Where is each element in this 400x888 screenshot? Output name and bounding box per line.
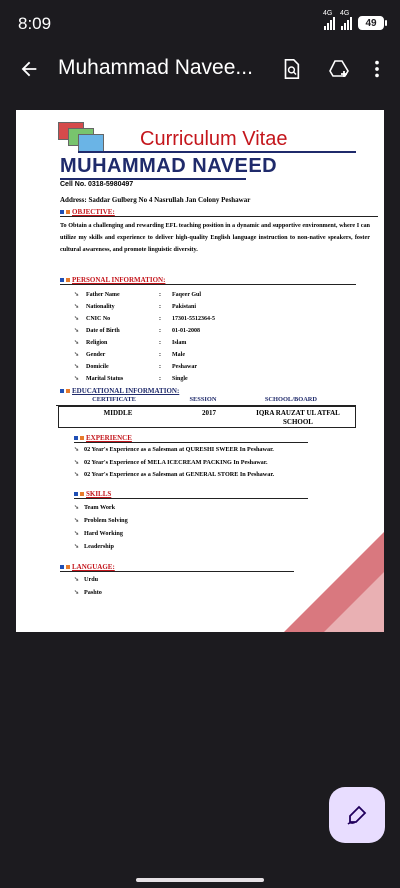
- arrow-bullet-icon: ➘: [74, 531, 80, 537]
- arrow-bullet-icon: ➘: [74, 544, 80, 550]
- list-item: [74, 471, 274, 478]
- list-item: [74, 446, 274, 453]
- status-icons: [323, 10, 384, 30]
- list-item: [74, 543, 114, 550]
- section-divider: [74, 442, 308, 443]
- list-item: [74, 576, 98, 583]
- colon-separator: :: [159, 291, 161, 298]
- cell-school: IQRA RAUZAT UL ATFAL SCHOOL: [256, 409, 340, 426]
- back-arrow-icon[interactable]: [16, 56, 42, 82]
- objective-text: To Obtain a challenging and rewarding EFL teaching position in a dynamic and supportive environment, where I can utilize my skills and experience to deliver high-quality English language instruction to non-native speakers, foster cultural awareness, and promote linguistic diversity.: [60, 222, 370, 253]
- personal-info-label: Father Name: [86, 291, 120, 298]
- signal-icon-2: [340, 10, 352, 30]
- personal-info-row: [74, 351, 185, 358]
- colon-separator: :: [159, 375, 161, 382]
- cell-certificate: MIDDLE: [103, 409, 133, 417]
- document-search-icon[interactable]: [278, 56, 304, 82]
- personal-info-label: Domicile: [86, 363, 109, 370]
- colon-separator: :: [159, 327, 161, 334]
- experience-heading: EXPERIENCE: [74, 434, 132, 442]
- skills-heading: SKILLS: [74, 490, 111, 498]
- personal-info-row: [74, 291, 201, 298]
- list-item-text: 02 Year's Experience as a Salesman at QURESHI SWEER In Peshawar.: [84, 446, 274, 453]
- education-table-header: [56, 396, 348, 403]
- list-item-text: 02 Year's Experience as a Salesman at GENERAL STORE In Peshawar.: [84, 471, 275, 478]
- personal-info-row: [74, 315, 215, 322]
- section-divider: [74, 498, 308, 499]
- personal-info-label: CNIC No: [86, 315, 111, 322]
- arrow-bullet-icon: ➘: [74, 518, 80, 524]
- cv-title: Curriculum Vitae: [140, 128, 288, 150]
- section-divider: [60, 216, 378, 217]
- list-item-text: Pashto: [84, 589, 102, 596]
- battery-icon: 49: [358, 16, 384, 30]
- objective-heading: OBJECTIVE:: [60, 208, 115, 216]
- section-divider: [60, 284, 356, 285]
- name-underline: [60, 178, 246, 180]
- document-page[interactable]: [16, 110, 384, 632]
- list-item-text: Hard Working: [84, 530, 123, 537]
- colon-separator: :: [159, 315, 161, 322]
- candidate-name: MUHAMMAD NAVEED: [60, 155, 278, 177]
- personal-info-label: Religion: [86, 339, 108, 346]
- col-session: SESSION: [189, 396, 217, 403]
- arrow-bullet-icon: ➘: [74, 364, 80, 370]
- list-item-text: Team Work: [84, 504, 116, 511]
- personal-info-value: Single: [172, 375, 188, 382]
- personal-info-value: 17301-5512364-5: [172, 315, 215, 322]
- personal-info-value: Islam: [172, 339, 187, 346]
- colon-separator: :: [159, 363, 161, 370]
- personal-info-label: Date of Birth: [86, 327, 120, 334]
- arrow-bullet-icon: ➘: [74, 472, 80, 478]
- cell-number: Cell No. 0318-5980497: [60, 181, 134, 188]
- decorative-corner-light: [324, 572, 384, 632]
- arrow-bullet-icon: ➘: [74, 328, 80, 334]
- list-item: [74, 504, 115, 511]
- arrow-bullet-icon: ➘: [74, 304, 80, 310]
- arrow-bullet-icon: ➘: [74, 505, 80, 511]
- list-item: [74, 530, 123, 537]
- cell-session: 2017: [202, 409, 216, 417]
- document-title: Muhammad Navee...: [58, 56, 253, 79]
- personal-info-row: [74, 363, 197, 370]
- signal-icon: [323, 10, 335, 30]
- more-vert-icon[interactable]: [364, 56, 390, 82]
- list-item: [74, 589, 102, 596]
- personal-info-value: Male: [172, 351, 185, 358]
- status-time: 8:09: [18, 14, 52, 33]
- personal-info-value: Peshawar: [172, 363, 197, 370]
- colon-separator: :: [159, 339, 161, 346]
- arrow-bullet-icon: ➘: [74, 577, 80, 583]
- personal-info-value: Pakistani: [172, 303, 197, 310]
- address: Address: Saddar Gulberg No 4 Nasrullah Jan Colony Peshawar: [60, 196, 251, 204]
- section-divider: [60, 571, 294, 572]
- arrow-bullet-icon: ➘: [74, 292, 80, 298]
- arrow-bullet-icon: ➘: [74, 340, 80, 346]
- network-type-label: 4G: [323, 10, 333, 17]
- col-certificate: CERTIFICATE: [92, 396, 136, 403]
- personal-info-row: [74, 303, 196, 310]
- personal-info-heading: PERSONAL INFORMATION:: [60, 276, 165, 284]
- app-bar: [0, 48, 400, 90]
- list-item: [74, 459, 268, 466]
- personal-info-label: Gender: [86, 351, 106, 358]
- colon-separator: :: [159, 303, 161, 310]
- title-divider: [78, 151, 356, 153]
- list-item: [74, 517, 128, 524]
- personal-info-label: Marital Status: [86, 375, 124, 382]
- drive-add-icon[interactable]: [326, 56, 352, 82]
- personal-info-value: 01-01-2008: [172, 327, 200, 334]
- education-heading: EDUCATIONAL INFORMATION:: [60, 387, 179, 395]
- edit-annotate-icon: [345, 803, 369, 827]
- list-item-text: Leadership: [84, 543, 114, 550]
- col-school-board: SCHOOL/BOARD: [264, 396, 318, 403]
- education-table-row: [58, 406, 356, 428]
- status-bar: [0, 0, 400, 48]
- arrow-bullet-icon: ➘: [74, 459, 80, 466]
- arrow-bullet-icon: ➘: [74, 316, 80, 322]
- language-heading: LANGUAGE:: [60, 563, 115, 571]
- edit-annotate-button[interactable]: [329, 787, 385, 843]
- personal-info-label: Nationality: [86, 303, 115, 310]
- home-indicator[interactable]: [136, 878, 264, 882]
- personal-info-row: [74, 339, 186, 346]
- list-item-text: 02 Year's Experience of MELA ICECREAM PACKING In Peshawar.: [84, 458, 268, 466]
- arrow-bullet-icon: ➘: [74, 352, 80, 358]
- arrow-bullet-icon: ➘: [74, 447, 80, 453]
- arrow-bullet-icon: ➘: [74, 376, 80, 382]
- personal-info-row: [74, 375, 188, 382]
- arrow-bullet-icon: ➘: [74, 590, 80, 596]
- list-item-text: Urdu: [84, 576, 99, 583]
- personal-info-row: [74, 327, 200, 334]
- colon-separator: :: [159, 351, 161, 358]
- list-item-text: Problem Solving: [84, 517, 128, 524]
- network-type-label-2: 4G: [340, 10, 350, 17]
- personal-info-value: Faqeer Gul: [172, 291, 202, 298]
